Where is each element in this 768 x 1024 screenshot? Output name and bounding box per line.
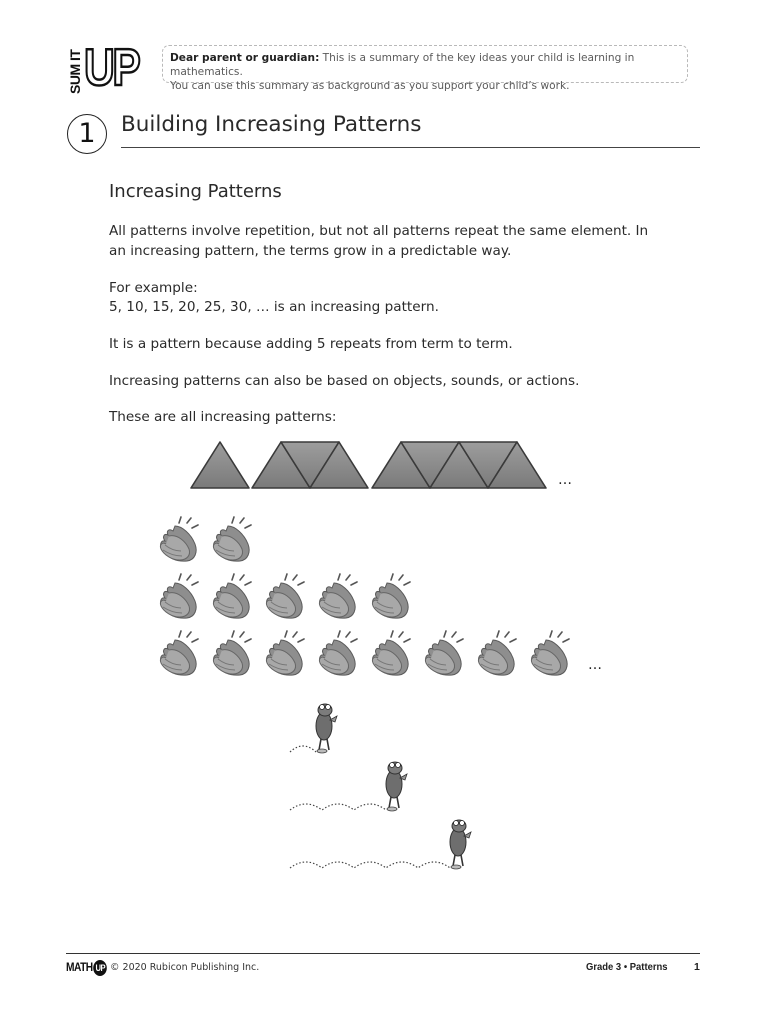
lesson-number: 1 <box>67 114 107 154</box>
footer-grade-topic: Grade 3 • Patterns <box>586 961 668 973</box>
clapping-hands-icon <box>314 571 367 623</box>
clapping-hands-icon <box>526 628 579 680</box>
paragraph-examples-intro: These are all increasing patterns: <box>109 409 337 425</box>
paragraph-example-sequence: 5, 10, 15, 20, 25, 30, … is an increasing pattern. <box>109 299 439 315</box>
clap-term-3 <box>155 628 579 684</box>
section-heading: Increasing Patterns <box>109 181 282 202</box>
clapping-hands-icon <box>208 628 261 680</box>
hop-path <box>290 746 316 752</box>
paragraph-example-label: For example: <box>109 280 198 296</box>
paragraph-explanation: It is a pattern because adding 5 repeats from term to term. <box>109 336 513 352</box>
parent-note-text-2: You can use this summary as background as you support your child’s work. <box>170 80 570 92</box>
triangle-term-3 <box>372 442 546 488</box>
clapping-hands-icon <box>314 628 367 680</box>
clapping-hands-icon <box>155 628 208 680</box>
footer-divider <box>66 953 700 954</box>
frog-icon <box>316 704 337 753</box>
parent-note <box>162 45 688 92</box>
hop-term-2 <box>290 762 407 811</box>
triangle-up <box>191 442 249 488</box>
hop-term-3 <box>290 820 471 869</box>
footer-logo-math: MATH <box>66 960 93 975</box>
clapping-hands-icon <box>155 571 208 623</box>
paragraph-intro: All patterns involve repetition, but not all patterns repeat the same element. In an increasing pattern, the terms grow in a predictable way. <box>109 223 649 259</box>
triangle-term-1 <box>191 442 249 488</box>
clapping-hands-icon <box>420 628 473 680</box>
triangle-pattern <box>186 440 556 492</box>
paragraph-objects: Increasing patterns can also be based on objects, sounds, or actions. <box>109 373 580 389</box>
parent-note-text-1: This is a summary of the key ideas your child is learning in mathematics. <box>170 52 635 78</box>
frog-icon <box>450 820 471 869</box>
parent-note-heading: Dear parent or guardian: <box>170 52 320 64</box>
clap-term-1 <box>155 514 261 570</box>
clap-ellipsis: … <box>588 657 602 673</box>
hop-term-1 <box>290 704 337 753</box>
clapping-hands-icon <box>367 571 420 623</box>
frog-icon <box>386 762 407 811</box>
lesson-title: Building Increasing Patterns <box>121 112 422 137</box>
clapping-hands-icon <box>208 514 261 566</box>
hop-pattern <box>286 702 486 882</box>
footer-copyright: © 2020 Rubicon Publishing Inc. <box>110 962 260 973</box>
clapping-hands-icon <box>261 571 314 623</box>
logo-up: UP <box>84 39 139 97</box>
triangle-ellipsis: … <box>558 472 572 488</box>
footer-logo <box>66 960 107 976</box>
hop-path <box>290 804 386 810</box>
footer-logo-up: UP <box>94 960 108 976</box>
title-divider <box>121 147 700 148</box>
footer-page-number: 1 <box>694 961 700 973</box>
clapping-hands-icon <box>473 628 526 680</box>
clapping-hands-icon <box>155 514 208 566</box>
clapping-hands-icon <box>208 571 261 623</box>
clapping-hands-icon <box>261 628 314 680</box>
clap-term-2 <box>155 571 420 627</box>
logo-sum-it: SUM IT <box>67 49 83 95</box>
triangle-term-2 <box>252 442 368 488</box>
hop-path <box>290 862 450 868</box>
clapping-hands-icon <box>367 628 420 680</box>
